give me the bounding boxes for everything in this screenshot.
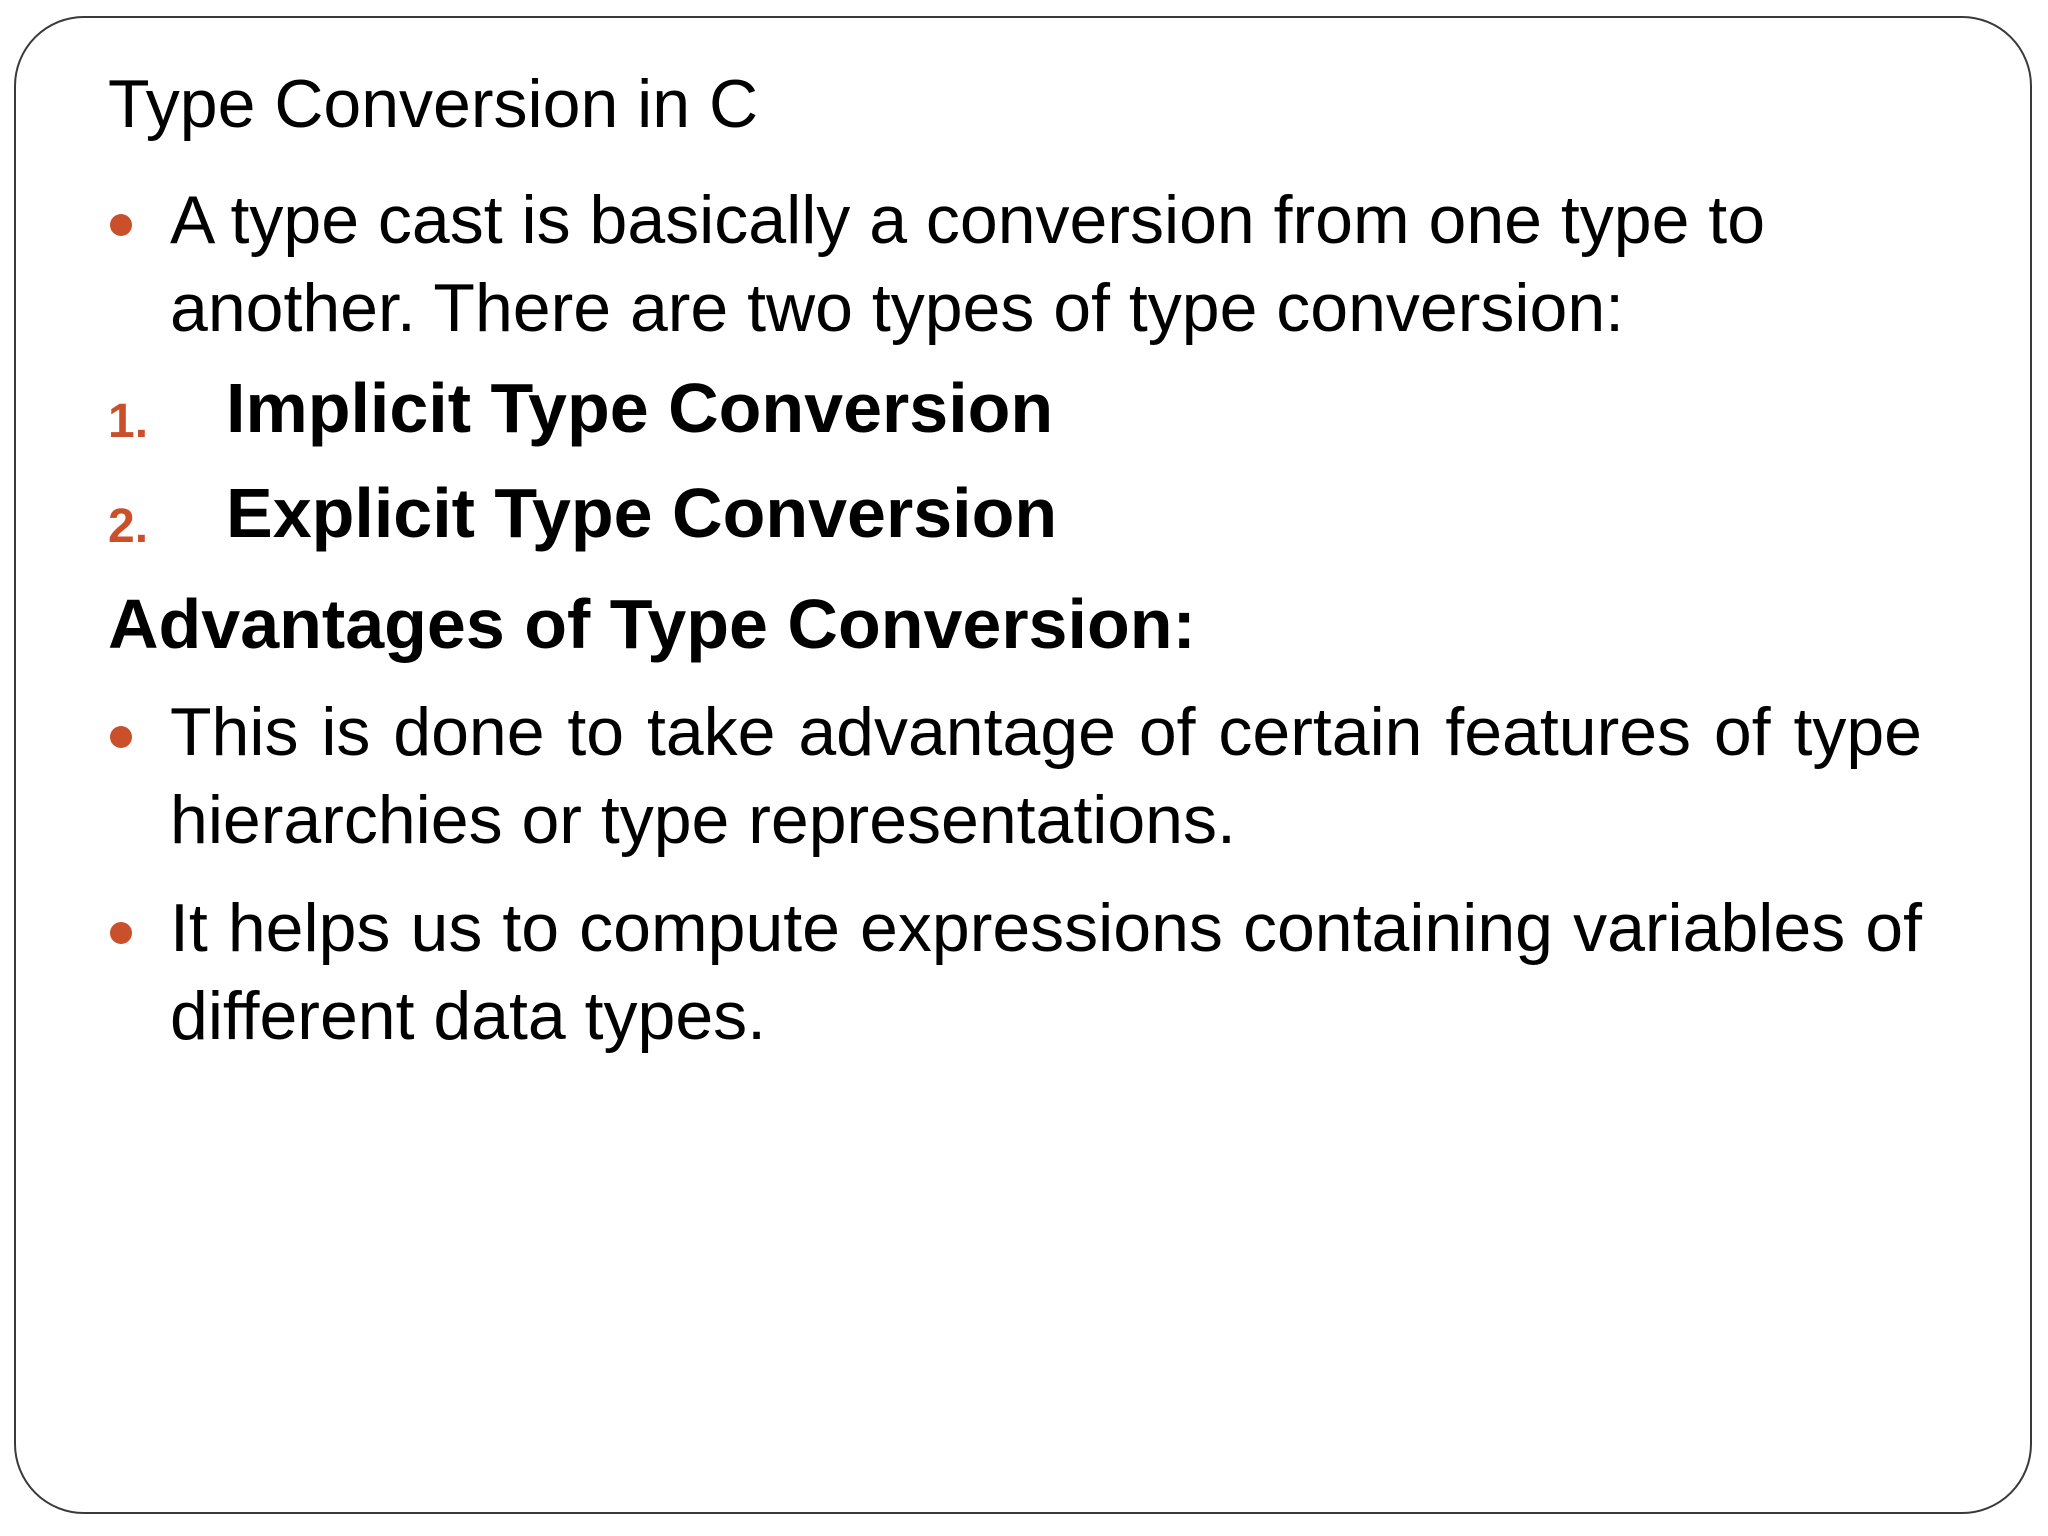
bullet-dot-icon <box>110 726 132 748</box>
numbered-item-label: Implicit Type Conversion <box>226 369 1054 447</box>
bullet-dot-icon <box>110 214 132 236</box>
advantage-bullet <box>108 688 1922 868</box>
numbered-item-label: Explicit Type Conversion <box>226 474 1058 552</box>
numbered-item <box>108 368 1808 458</box>
advantage-bullet <box>108 884 1922 1064</box>
numbered-item-number: 2. <box>108 500 149 553</box>
slide <box>14 16 2032 1514</box>
numbered-item-number: 1. <box>108 395 149 448</box>
intro-bullet <box>108 176 1922 356</box>
intro-bullet-text: A type cast is basically a conversion from one type to another. There are two types of type conversion: <box>170 182 1766 346</box>
advantages-heading: Advantages of Type Conversion: <box>108 585 1196 663</box>
advantage-bullet-text: It helps us to compute expressions containing variables of different data types. <box>170 890 1922 1054</box>
numbered-item <box>108 473 1808 563</box>
bullet-dot-icon <box>110 922 132 944</box>
advantage-bullet-text: This is done to take advantage of certain features of type hierarchies or type representations. <box>170 694 1922 858</box>
slide-title: Type Conversion in C <box>108 66 759 142</box>
